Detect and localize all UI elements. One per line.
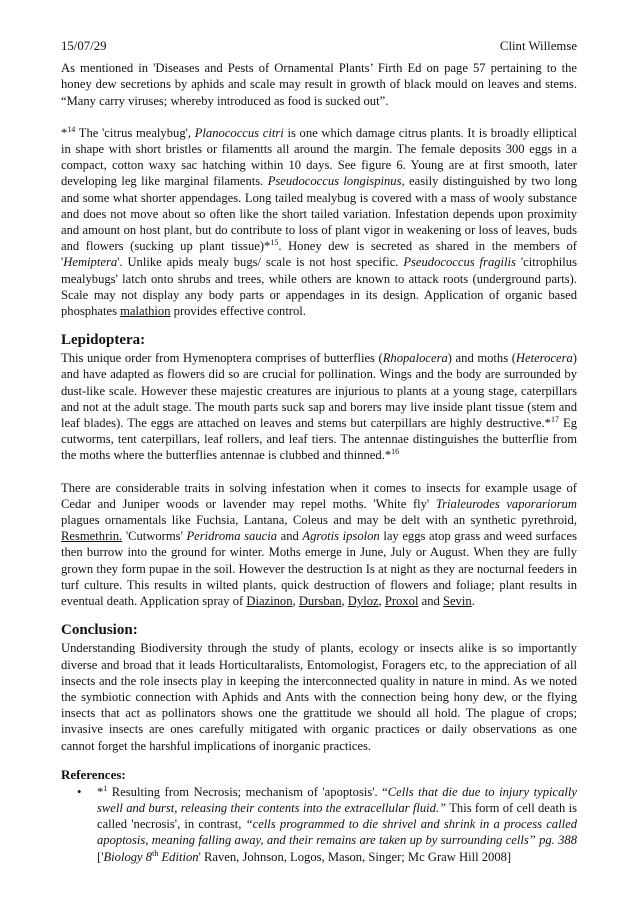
pesticide-name: Resmethrin. <box>61 529 123 544</box>
footnote-marker: 16 <box>391 447 400 457</box>
species-name: Pseudococcus fragilis <box>403 255 516 270</box>
species-name: Pseudococcus longispinus, <box>267 174 405 189</box>
mealybug-paragraph: *$^{14}$ The 'citrus mealybug', Planococcus citri is one which damage citrus plants. It is broadly elliptical in shape with short bristles or filamentts all around the margin. The female deposits 300 eggs in a compact, cotton waxy sac hatching within 10 days. See figure 6. Young are at first smooth, later developing leg like marginal filaments. Pseudococcus longispinus, easily distinguished by two long and some what shorter appendages. Long tailed mealybug is covered with a mass of wooly substance and does not move about so often like the short tailed variation. Infestation depends upon proximity and amount on host plant, but do contribute to loss of plant vigor in weakening or loss of leaves, buds and flowers (sucking up plant tissue)*$^{15}$. Honey dew is secreted as shared in the members of 'Hemiptera'. Unlike apids mealy bugs/ scale is not host specific. Pseudococcus fragilis 'citrophilus mealybugs' latch onto shrubs and trees, while others are known to attack roots (underground parts). Scale may not display any body parts or appendages in its design. Application of organic based phosphates malathion provides effective control. <box>61 124 577 319</box>
book-title: Edition <box>158 849 199 864</box>
conclusion-heading: Conclusion: <box>61 622 138 639</box>
footnote-marker: 15 <box>270 238 279 248</box>
species-name: Agrotis ipsolon <box>302 529 380 544</box>
intro-paragraph: As mentioned in 'Diseases and Pests of Ornamental Plants’ Firth Ed on page 57 pertaining to the honey dew secretions by aphids and scale may result in growth of black mould on leaves and stems. “Many carry viruses; whereby introduced as food is sucked out”. <box>61 61 577 108</box>
species-name: Planococcus citri <box>194 125 284 140</box>
lepidoptera-heading: Lepidoptera: <box>61 332 146 349</box>
pesticide-name: Dursban <box>298 594 342 609</box>
footnote-marker: 14 <box>67 124 76 134</box>
pesticide-name: Diazinon <box>246 594 293 609</box>
pesticide-name: Dyloz <box>347 594 379 609</box>
footnote-marker: 1 <box>103 783 108 793</box>
pesticide-name: Proxol <box>384 594 419 609</box>
reference-item <box>61 784 577 865</box>
book-title: Biology 8 <box>103 849 153 864</box>
order-name: Hemiptera <box>63 255 118 270</box>
taxon-name: Heterocera <box>515 351 573 366</box>
ordinal-suffix: th <box>152 848 159 858</box>
page-header <box>61 38 577 54</box>
header-author: Clint Willemse <box>499 39 577 53</box>
lepidoptera-paragraph-1: This unique order from Hymenoptera comprises of butterflies (Rhopalocera) and moths (Heterocera) and have adapted as flowers did so are crucial for pollination. Wings and the body are surrounded by dust-like scale. However these majestic creatures are injurious to plants at a young stage, caterpillars and not at the adult stage. The mouth parts suck sap and borers may live inside plant tissue (stem and leaf blades). The eggs are attached on leaves and stems but caterpillars are highly destructive.*$^{17}$ Eg cutworms, tent caterpillars, leaf rollers, and leaf tiers. The antennae distinguishes the butterflie from the moths where the butterflies antennae is clubbed and thinned.*$^{16}$ <box>61 351 578 463</box>
footnote-marker: 17 <box>550 414 559 424</box>
lepidoptera-paragraph-2: There are considerable traits in solving infestation when it comes to insects for example usage of Cedar and Juniper woods or lavender may repel moths. 'White fly' Trialeurodes vaporariorum plagues ornamentals like Fuchsia, Lantana, Coleus and may be delt with an synthetic pyrethroid, Resmethrin. 'Cutworms' Peridroma saucia and Agrotis ipsolon lay eggs atop grass and weed surfaces then burrow into the ground for winter. Moths emerge in June, July or August. When they are fully grown they form pupae in the soil. However the destruction Is at night as they are nocturnal feeders in turf culture. This results in wilted plants, quick destruction of flowers and foliage; plant results in eventual death. Application spray of Diazinon, Dursban, Dyloz, Proxol and Sevin. <box>61 480 577 609</box>
conclusion-paragraph: Understanding Biodiversity through the study of plants, ecology or insects alike is so importantly diverse and broad that it leads Horticultaralists, Entomologist, Foragers etc, to the appreciation of all insects and the role insects play in keeping the interconnected quality in nature in mind. As we noted the symbiotic connection with Aphids and Ants with the connection being hony dew, or the flying insects that act as pollinators shows one the grattitude we should all hold. The plague of crops; invasive insects are ones carefully mitigated with organic practices or daily observations as one cannot forget the harshful implications of inorganic practices. <box>61 641 577 753</box>
header-date: 15/07/29 <box>61 39 107 53</box>
document-page <box>61 38 577 865</box>
pesticide-name: malathion <box>120 304 171 319</box>
species-name: Peridroma saucia <box>186 529 278 544</box>
bullet-icon: • <box>77 784 82 799</box>
quote-text: Cells that die due to injury typically swell and burst, releasing their contents into the extracellular fluid.” <box>97 784 577 815</box>
species-name: Trialeurodes vaporariorum <box>435 496 577 511</box>
taxon-name: Rhopalocera <box>382 351 448 366</box>
reference-text: *$^1$ Resulting from Necrosis; mechanism of 'apoptosis'. “Cells that die due to injury typically swell and burst, releasing their contents into the extracellular fluid.” This form of cell death is called 'necrosis', in contrast, “cells programmed to die shrivel and shrink in a process called apoptosis, meaning falling away, and their remains are taken up by surrounding cells” pg. 388 ['Biology 8th Edition' Raven, Johnson, Logos, Mason, Singer; Mc Graw Hill 2008] <box>97 783 577 864</box>
quote-text: “cells programmed to die shrivel and shrink in a process called apoptosis, meaning falling away, and their remains are taken up by surrounding cells” pg. 388 <box>97 817 577 848</box>
pesticide-name: Sevin <box>442 594 472 609</box>
references-heading: References: <box>61 766 126 782</box>
